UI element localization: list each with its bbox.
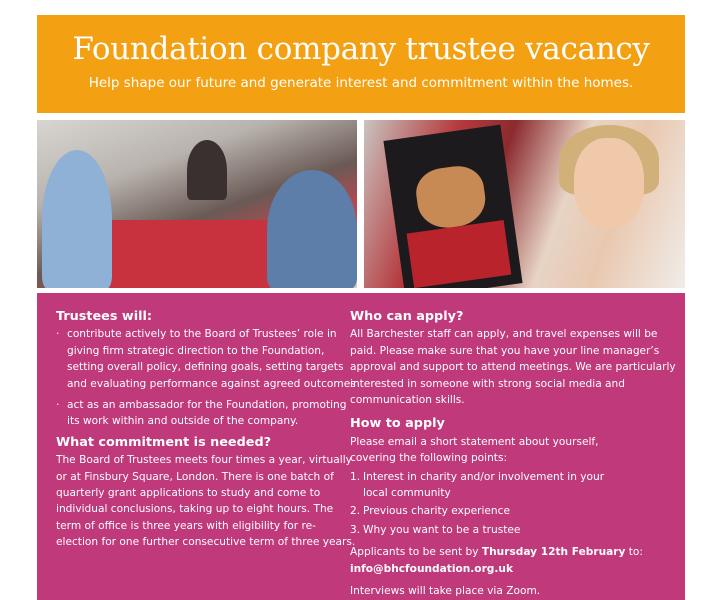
left-column [56, 309, 356, 551]
info-panel [37, 293, 685, 600]
scarf [407, 220, 512, 288]
painting-photo [364, 120, 685, 288]
commitment-text: The Board of Trustees meets four times a year, virtually or at Finsbury Square, London. There is one batch of quarterly grant applications to study and come to individual conclusions, taking up to eight hours. The term of office is three years with eligibility for re-election for one further consecutive term of three years. [56, 454, 356, 549]
list-item [350, 469, 610, 502]
list-number: 1. [350, 470, 361, 483]
who-heading: Who can apply? [350, 309, 464, 324]
list-item [350, 522, 610, 538]
how-heading: How to apply [350, 416, 445, 432]
list-item [350, 503, 610, 519]
who-text: All Barchester staff can apply, and travel expenses will be paid. Please make sure that you have your line manager’s approval and support to attend meetings. We are particularly interested in someone with strong social media and communication skills. [350, 328, 676, 407]
list-item: · act as an ambassador for the Foundation, promoting its work within and outside of the company. [56, 397, 356, 430]
list-text: Why you want to be a trustee [363, 523, 521, 536]
how-intro: Please email a short statement about yourself, covering the following points: [350, 435, 599, 465]
deadline-suffix: to: [625, 546, 643, 559]
header-banner [37, 15, 685, 113]
deadline-text [350, 544, 680, 577]
email-link[interactable]: info@bhcfoundation.org.uk [350, 562, 513, 575]
list-text: Previous charity experience [363, 505, 510, 518]
deadline-date: Thursday 12th February [481, 546, 626, 559]
face [574, 138, 644, 228]
trustees-heading: Trustees will: [56, 309, 153, 324]
person-figure [267, 170, 357, 288]
points-list [350, 469, 610, 539]
dog-figure [413, 163, 489, 232]
right-column [350, 309, 680, 600]
person-figure [42, 150, 112, 288]
list-number: 3. [350, 523, 361, 536]
page-title: Foundation company trustee vacancy [72, 31, 650, 67]
trustees-list [56, 326, 356, 429]
interviews-text: Interviews will take place via Zoom. [350, 585, 541, 598]
list-item: · contribute actively to the Board of Trustees’ role in giving firm strategic direction to the Foundation, setting overall policy, defining goals, setting targets and evaluating performance against agreed outcomes [56, 326, 356, 392]
workshop-photo [37, 120, 357, 288]
commitment-heading: What commitment is needed? [56, 434, 272, 450]
deadline-prefix: Applicants to be sent by [350, 546, 482, 559]
page-subtitle: Help shape our future and generate interest and commitment within the homes. [88, 75, 634, 91]
person-figure [187, 140, 227, 200]
list-text: Interest in charity and/or involvement in your local community [363, 470, 605, 500]
dog-painting [383, 125, 522, 288]
list-number: 2. [350, 505, 361, 518]
